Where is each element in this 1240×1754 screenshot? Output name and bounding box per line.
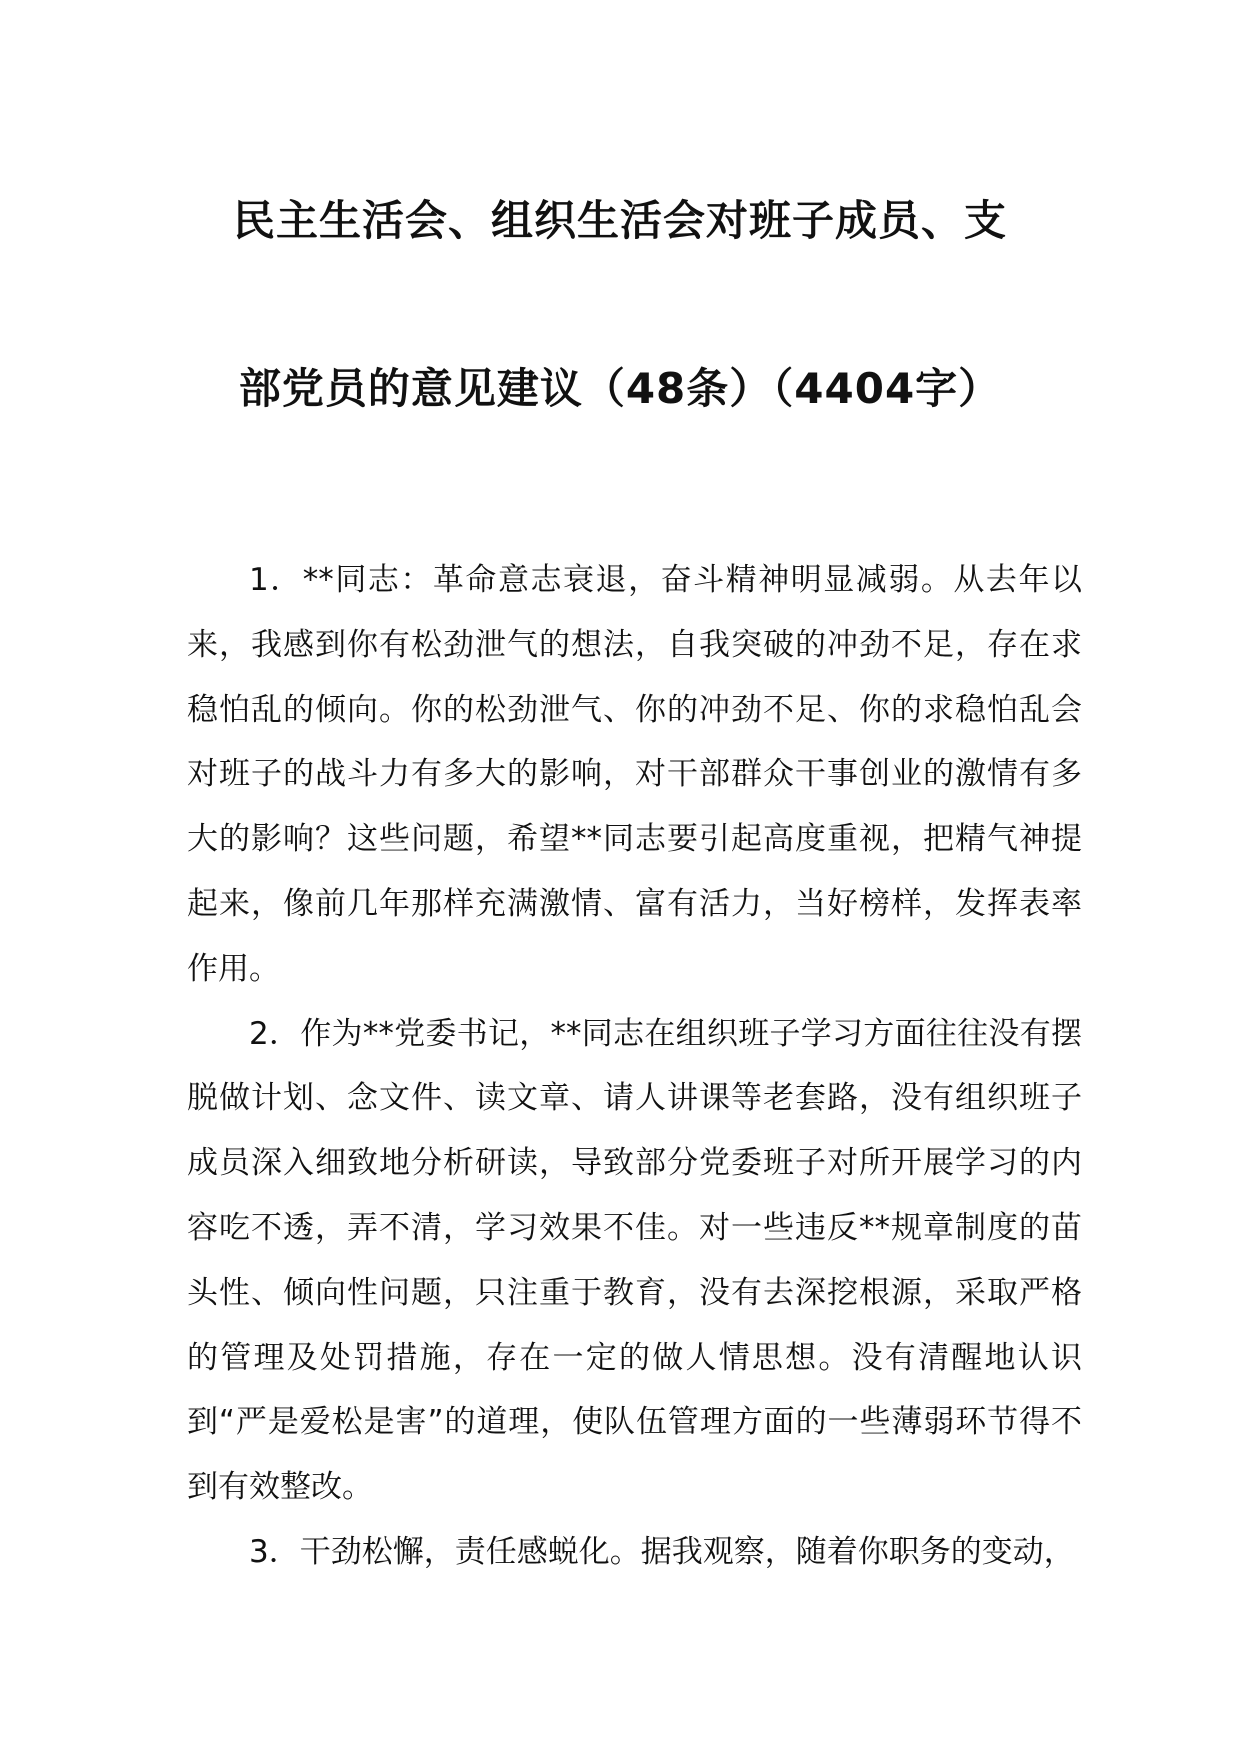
paragraph-3: 3．干劲松懈，责任感蜕化。据我观察，随着你职务的变动， [249,1533,1075,1570]
paragraph-2: 2．作为**党委书记，**同志在组织班子学习方面往往没有摆脱做计划、念文件、读文章、请人讲课等老套路，没有组织班子成员深入细致地分析研读，导致部分党委班子对所开展学习的内容吃不透，弄不清，学习效果不佳。对一些违反**规章制度的苗头性、倾向性问题，只注重于教育，没有去深挖根源，采取严格的管理及处罚措施，存在一定的做人情思想。没有清醒地认识到“严是爱松是害”的道理，使队伍管理方面的一些薄弱环节得不到有效整改。 [187,1015,1082,1506]
document-body [187,548,1082,1585]
title-line-2: 部党员的意见建议（48条）（4404字） [238,364,1002,413]
document-title [150,196,1090,414]
paragraph-1: 1．**同志：革命意志衰退，奋斗精神明显减弱。从去年以来，我感到你有松劲泄气的想法，自我突破的冲劲不足，存在求稳怕乱的倾向。你的松劲泄气、你的冲劲不足、你的求稳怕乱会对班子的战斗力有多大的影响，对干部群众干事创业的激情有多大的影响？这些问题，希望**同志要引起高度重视，把精气神提起来，像前几年那样充满激情、富有活力，当好榜样，发挥表率作用。 [187,562,1082,987]
title-line-1: 民主生活会、组织生活会对班子成员、支 [232,196,1007,245]
